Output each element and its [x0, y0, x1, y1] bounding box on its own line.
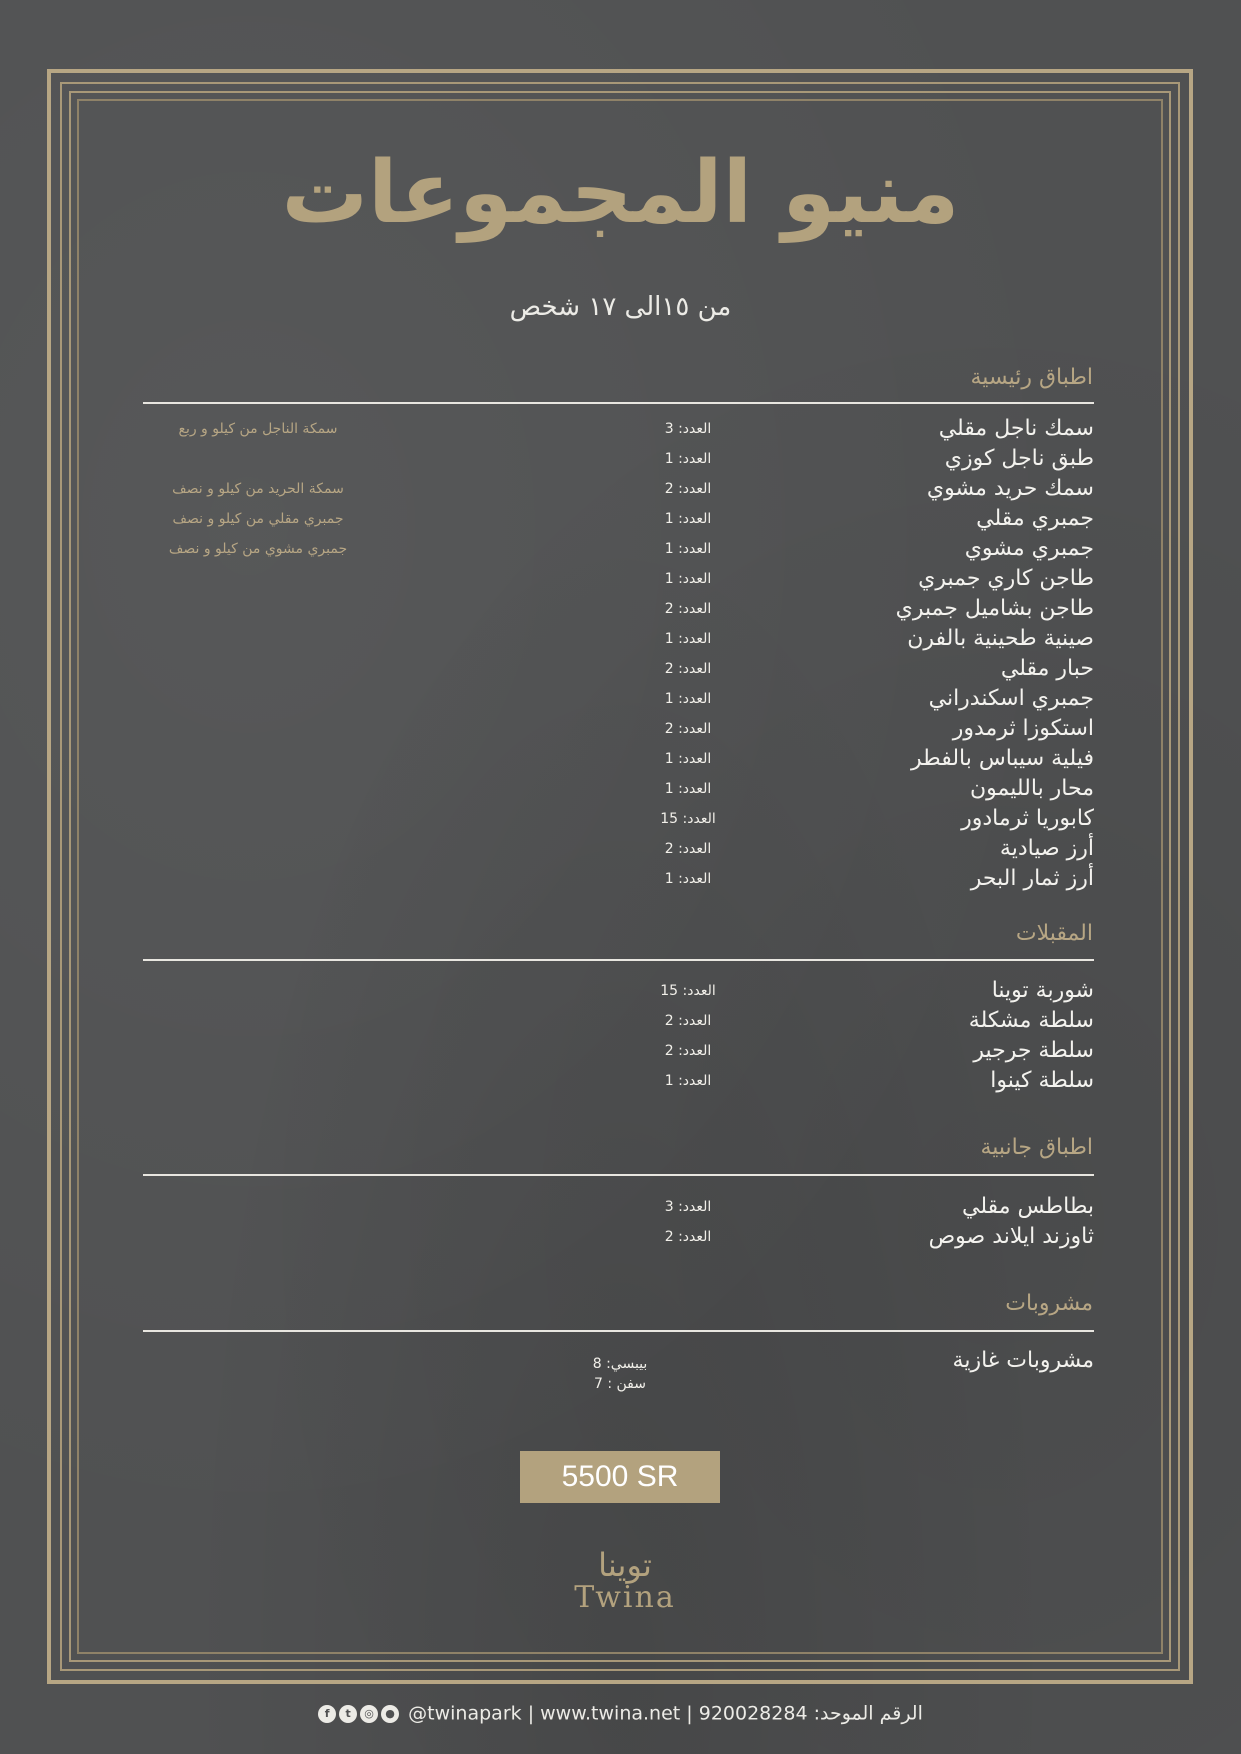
- item-note: سمكة الناجل من كيلو و ربع: [178, 421, 338, 437]
- item-quantity: العدد: 15: [660, 811, 716, 827]
- menu-item: [143, 414, 1094, 444]
- item-quantity: العدد: 1: [664, 781, 712, 797]
- menu-item: [143, 1222, 1094, 1252]
- menu-item: [143, 976, 1094, 1006]
- social-handle[interactable]: @twinapark: [408, 1702, 522, 1725]
- section-divider: [143, 1330, 1094, 1332]
- item-name: أرز ثمار البحر: [970, 866, 1094, 891]
- item-note: جمبري مقلي من كيلو و نصف: [172, 511, 344, 527]
- item-name: صينية طحينية بالفرن: [907, 626, 1094, 651]
- page-title: منيو المجموعات: [281, 143, 960, 243]
- item-name: سمك ناجل مقلي: [938, 416, 1094, 441]
- item-quantity: العدد: 1: [664, 751, 712, 767]
- item-name: بطاطس مقلي: [962, 1194, 1094, 1219]
- item-name: طاجن كاري جمبري: [918, 566, 1094, 591]
- section-divider: [143, 402, 1094, 404]
- item-name: مشروبات غازية: [952, 1348, 1094, 1373]
- menu-item: [143, 444, 1094, 474]
- menu-item: [143, 834, 1094, 864]
- item-name: جمبري اسكندراني: [928, 686, 1094, 711]
- item-quantity: العدد: 1: [664, 511, 712, 527]
- menu-item: [143, 1006, 1094, 1036]
- menu-item: [143, 534, 1094, 564]
- menu-item: [143, 804, 1094, 834]
- menu-item: [143, 714, 1094, 744]
- social-icons: [318, 1703, 402, 1725]
- item-name: طبق ناجل كوزي: [944, 446, 1094, 471]
- section-divider: [143, 959, 1094, 961]
- instagram-icon[interactable]: ◎: [360, 1705, 378, 1723]
- menu-item: [143, 654, 1094, 684]
- menu-item: [143, 684, 1094, 714]
- item-quantity: العدد: 2: [664, 661, 712, 677]
- page-subtitle: من ١٥الى ١٧ شخص: [509, 292, 732, 322]
- item-quantity: العدد: 2: [664, 601, 712, 617]
- drink-qty-pepsi: بيبسي: 8: [592, 1356, 648, 1372]
- item-quantity: العدد: 1: [664, 571, 712, 587]
- item-name: استكوزا ثرمدور: [952, 716, 1094, 741]
- price-badge: 5500 SR: [520, 1451, 720, 1503]
- item-name: ثاوزند ايلاند صوص: [928, 1224, 1094, 1249]
- item-quantity: العدد: 1: [664, 541, 712, 557]
- logo-arabic: توينا: [598, 1546, 652, 1584]
- item-name: جمبري مشوي: [964, 536, 1094, 561]
- menu-item: [143, 624, 1094, 654]
- item-name: كابوريا ثرمادور: [961, 806, 1094, 831]
- item-name: سلطة جرجير: [973, 1038, 1094, 1063]
- item-name: سمك حريد مشوي: [926, 476, 1094, 501]
- item-name: سلطة كينوا: [990, 1068, 1094, 1093]
- website-link[interactable]: www.twina.net: [540, 1702, 681, 1725]
- item-quantity: العدد: 2: [664, 481, 712, 497]
- item-note: سمكة الحريد من كيلو و نصف: [172, 481, 344, 497]
- item-quantity: العدد: 2: [664, 841, 712, 857]
- item-quantity: العدد: 1: [664, 631, 712, 647]
- section-title-mains: اطباق رئيسية: [970, 365, 1093, 390]
- menu-item: [143, 1066, 1094, 1096]
- section-title-drinks: مشروبات: [1005, 1291, 1093, 1316]
- drinks-quantity: [520, 1354, 720, 1394]
- item-name: أرز صيادية: [999, 836, 1094, 861]
- item-quantity: العدد: 3: [664, 421, 712, 437]
- item-name: شوربة توينا: [991, 978, 1094, 1003]
- footer-separator: |: [527, 1702, 535, 1725]
- logo-latin: Twina: [574, 1580, 676, 1615]
- item-name: حبار مقلي: [1000, 656, 1094, 681]
- menu-item: [143, 1192, 1094, 1222]
- section-title-appetizers: المقبلات: [1015, 921, 1093, 946]
- item-quantity: العدد: 2: [664, 1229, 712, 1245]
- item-quantity: العدد: 1: [664, 691, 712, 707]
- item-quantity: العدد: 2: [664, 1043, 712, 1059]
- item-quantity: العدد: 2: [664, 721, 712, 737]
- item-quantity: العدد: 3: [664, 1199, 712, 1215]
- facebook-icon[interactable]: f: [318, 1705, 336, 1723]
- menu-item: [143, 864, 1094, 894]
- menu-item: [143, 1036, 1094, 1066]
- item-quantity: العدد: 1: [664, 1073, 712, 1089]
- item-name: محار بالليمون: [970, 776, 1094, 801]
- footer-contact: [0, 1702, 1241, 1725]
- section-title-sides: اطباق جانبية: [980, 1135, 1093, 1160]
- menu-item: [143, 564, 1094, 594]
- item-name: سلطة مشكلة: [968, 1008, 1094, 1033]
- section-divider: [143, 1174, 1094, 1176]
- unified-number: الرقم الموحد: 920028284: [698, 1702, 923, 1725]
- item-name: جمبري مقلي: [976, 506, 1094, 531]
- menu-item: [143, 744, 1094, 774]
- twina-logo: [570, 1548, 680, 1614]
- item-quantity: العدد: 2: [664, 1013, 712, 1029]
- drink-qty-7up: سفن : 7: [593, 1376, 646, 1392]
- twitter-icon[interactable]: t: [339, 1705, 357, 1723]
- item-quantity: العدد: 1: [664, 451, 712, 467]
- snapchat-icon[interactable]: ●: [381, 1705, 399, 1723]
- menu-item: [143, 774, 1094, 804]
- footer-separator: |: [686, 1702, 693, 1725]
- item-note: جمبري مشوي من كيلو و نصف: [168, 541, 348, 557]
- menu-item: [143, 474, 1094, 504]
- item-quantity: العدد: 15: [660, 983, 716, 999]
- menu-item: [143, 504, 1094, 534]
- menu-item: [143, 594, 1094, 624]
- item-name: طاجن بشاميل جمبري: [895, 596, 1094, 621]
- item-name: فيلية سيباس بالفطر: [911, 746, 1094, 771]
- item-quantity: العدد: 1: [664, 871, 712, 887]
